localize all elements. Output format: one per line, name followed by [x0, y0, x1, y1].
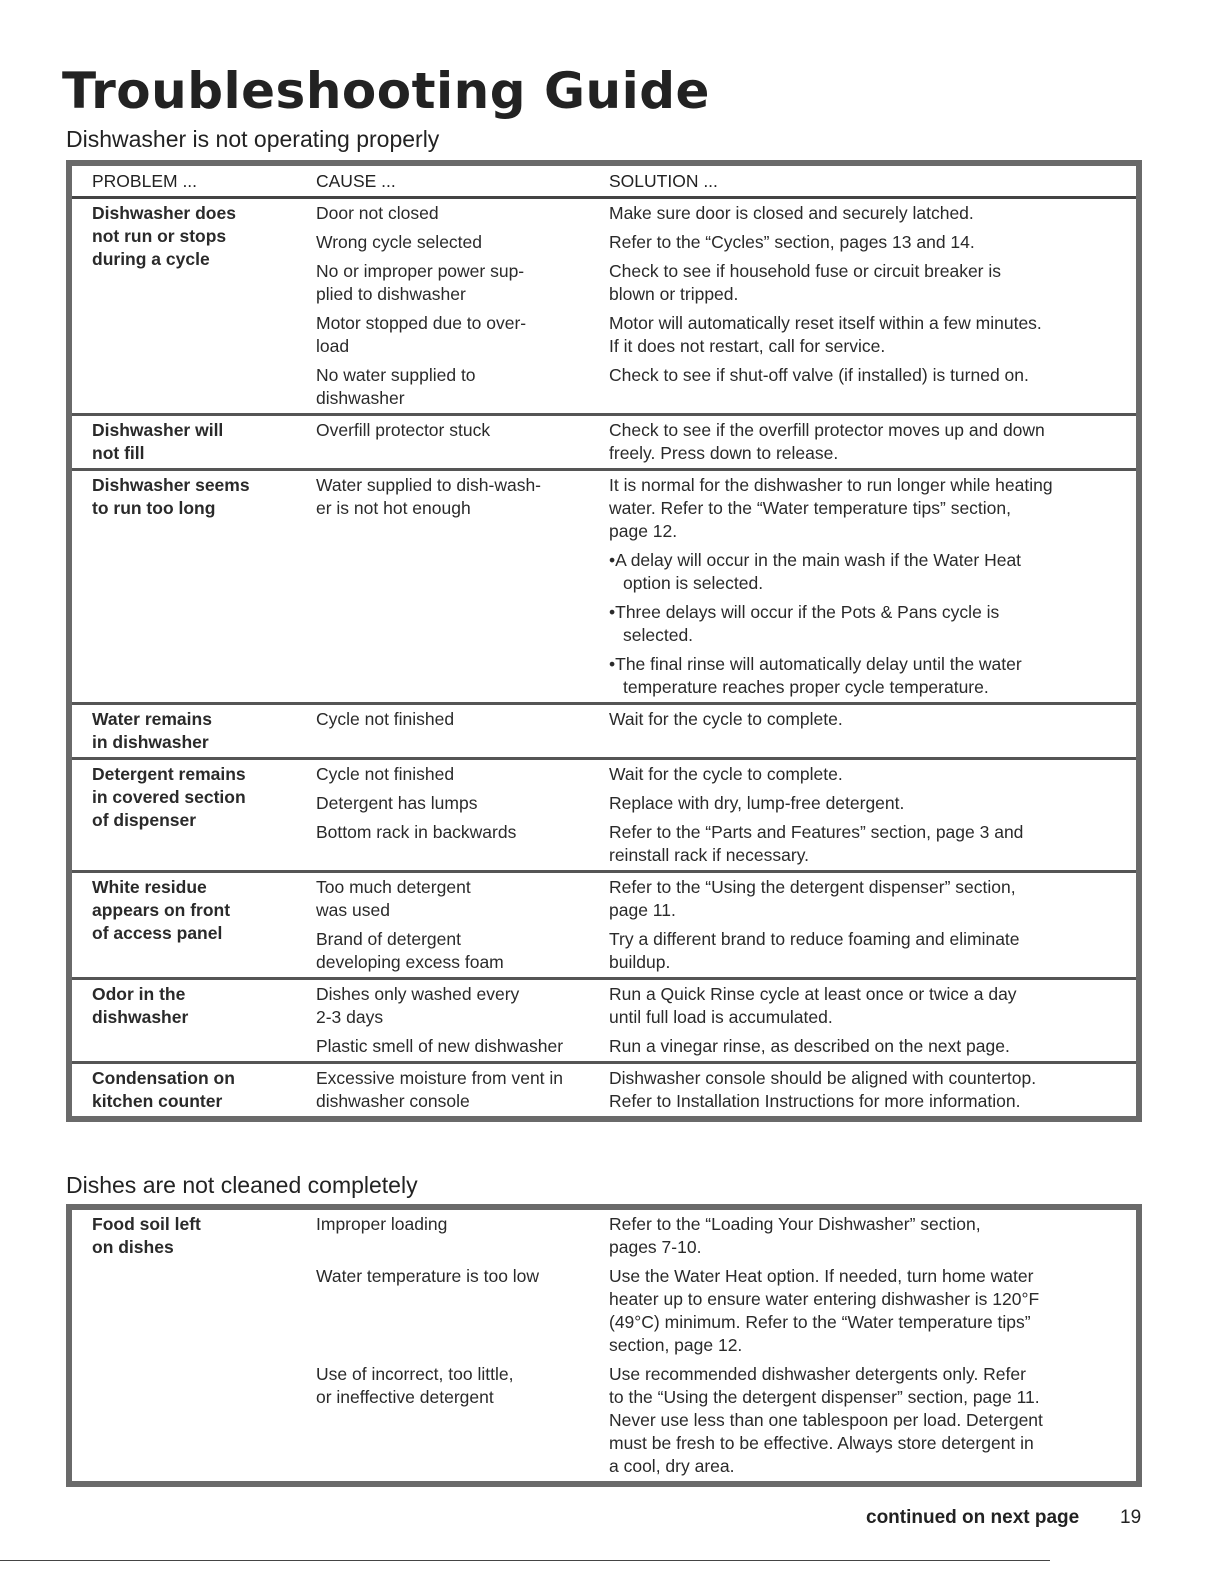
cause-cell: Wrong cycle selected [316, 232, 483, 252]
cause-solution-pair [316, 474, 1136, 699]
cause-solution-pair [316, 708, 1136, 731]
problem-cell: Water remains in dishwasher [92, 709, 212, 752]
cause-cell: Water temperature is too low [316, 1266, 540, 1286]
cause-solution-pair [316, 312, 1136, 358]
solution-paragraph: Refer to the “Cycles” section, pages 13 and 14. [609, 232, 975, 252]
cause-solution-pair [316, 231, 1136, 254]
cause-cell: Cycle not finished [316, 709, 455, 729]
cause-solution-pair [316, 260, 1136, 306]
solution-paragraph: Use recommended dishwasher detergents only. Refer to the “Using the detergent dispenser” section, page 11. Never use less than one tablespoon per load. Detergent must be fresh to be effective. Always store detergent in a cool, dry area. [609, 1364, 1043, 1476]
table-row [72, 1064, 1136, 1116]
solution-cell [609, 821, 1136, 867]
table-row [72, 471, 1136, 705]
cause-cell: Detergent has lumps [316, 793, 478, 813]
cause-solution-pair [316, 1067, 1136, 1113]
header-problem: PROBLEM ... [92, 170, 198, 191]
cause-cell: Dishes only washed every 2-3 days [316, 984, 520, 1027]
cause-solution-pair [316, 419, 1136, 465]
section-heading-cleaning: Dishes are not cleaned completely [66, 1172, 418, 1198]
solution-paragraph: Run a vinegar rinse, as described on the next page. [609, 1036, 1010, 1056]
cause-solution-group [316, 708, 1136, 754]
solution-paragraph: It is normal for the dishwasher to run longer while heating water. Refer to the “Water temperature tips” section, page 12. [609, 475, 1053, 541]
cause-cell: Cycle not finished [316, 764, 455, 784]
cause-solution-group [316, 1067, 1136, 1113]
header-solution: SOLUTION ... [609, 170, 718, 191]
solution-paragraph: Run a Quick Rinse cycle at least once or twice a day until full load is accumulated. [609, 984, 1017, 1027]
cause-cell: No or improper power sup- plied to dishwasher [316, 261, 525, 304]
solution-paragraph: Check to see if household fuse or circuit breaker is blown or tripped. [609, 261, 1001, 304]
cause-cell: Use of incorrect, too little, or ineffective detergent [316, 1364, 514, 1407]
solution-paragraph: Refer to the “Loading Your Dishwasher” section, pages 7-10. [609, 1214, 981, 1257]
page-title: Troubleshooting Guide [62, 62, 710, 120]
solution-paragraph: Wait for the cycle to complete. [609, 764, 843, 784]
table-row [72, 873, 1136, 980]
solution-cell [609, 1067, 1136, 1113]
problem-cell: Detergent remains in covered section of dispenser [92, 764, 246, 830]
cause-solution-pair [316, 983, 1136, 1029]
solution-paragraph: •Three delays will occur if the Pots & Pans cycle is selected. [609, 602, 1000, 645]
solution-paragraph: Check to see if shut-off valve (if installed) is turned on. [609, 365, 1029, 385]
solution-paragraph: Dishwasher console should be aligned with countertop. Refer to Installation Instructions for more information. [609, 1068, 1037, 1111]
table-row [72, 1210, 1136, 1481]
solution-cell [609, 260, 1136, 306]
table-body-cleaning [72, 1210, 1136, 1481]
solution-cell [609, 231, 1136, 254]
cause-solution-pair [316, 364, 1136, 410]
cause-solution-group [316, 474, 1136, 699]
cause-solution-pair [316, 1035, 1136, 1058]
cause-cell: Brand of detergent developing excess foam [316, 929, 504, 972]
cause-cell: Improper loading [316, 1214, 448, 1234]
cause-solution-pair [316, 1265, 1136, 1357]
cause-cell: Plastic smell of new dishwasher [316, 1036, 564, 1056]
cause-solution-pair [316, 1363, 1136, 1478]
cause-solution-group [316, 1213, 1136, 1478]
cause-cell: Excessive moisture from vent in dishwasher console [316, 1068, 564, 1111]
cause-cell: Motor stopped due to over- load [316, 313, 527, 356]
solution-cell [609, 312, 1136, 358]
solution-paragraph: Try a different brand to reduce foaming and eliminate buildup. [609, 929, 1020, 972]
solution-paragraph: •A delay will occur in the main wash if the Water Heat option is selected. [609, 550, 1022, 593]
solution-paragraph: Check to see if the overfill protector moves up and down freely. Press down to release. [609, 420, 1045, 463]
solution-cell [609, 474, 1136, 699]
bottom-divider [0, 1560, 1050, 1561]
table-row [72, 980, 1136, 1064]
solution-cell [609, 202, 1136, 225]
solution-paragraph: •The final rinse will automatically delay until the water temperature reaches proper cycle temperature. [609, 654, 1022, 697]
troubleshooting-table-cleaning [66, 1204, 1142, 1487]
solution-paragraph: Wait for the cycle to complete. [609, 709, 843, 729]
cause-solution-pair [316, 1213, 1136, 1259]
solution-cell [609, 928, 1136, 974]
solution-paragraph: Refer to the “Parts and Features” section, page 3 and reinstall rack if necessary. [609, 822, 1024, 865]
cause-solution-pair [316, 202, 1136, 225]
solution-paragraph: Make sure door is closed and securely latched. [609, 203, 974, 223]
cause-cell: No water supplied to dishwasher [316, 365, 476, 408]
solution-cell [609, 1213, 1136, 1259]
solution-cell [609, 1265, 1136, 1357]
cause-cell: Too much detergent was used [316, 877, 471, 920]
solution-cell [609, 364, 1136, 410]
cause-solution-group [316, 419, 1136, 465]
problem-cell: Dishwasher does not run or stops during a cycle [92, 203, 236, 269]
cause-cell: Overfill protector stuck [316, 420, 491, 440]
table-row [72, 416, 1136, 471]
problem-cell: Dishwasher will not fill [92, 420, 224, 463]
solution-paragraph: Motor will automatically reset itself within a few minutes. If it does not restart, call for service. [609, 313, 1042, 356]
solution-cell [609, 983, 1136, 1029]
cause-solution-pair [316, 763, 1136, 786]
cause-solution-group [316, 983, 1136, 1058]
section-heading-operating: Dishwasher is not operating properly [66, 126, 440, 152]
table-header [72, 166, 1136, 199]
table-row [72, 705, 1136, 760]
table-row [72, 199, 1136, 416]
cause-solution-pair [316, 876, 1136, 922]
cause-cell: Bottom rack in backwards [316, 822, 517, 842]
solution-cell [609, 708, 1136, 731]
troubleshooting-table-operating [66, 160, 1142, 1122]
problem-cell: Dishwasher seems to run too long [92, 475, 250, 518]
problem-cell: Odor in the dishwasher [92, 984, 189, 1027]
problem-cell: Food soil left on dishes [92, 1214, 201, 1257]
continued-note: continued on next page [866, 1507, 1080, 1528]
solution-paragraph: Use the Water Heat option. If needed, turn home water heater up to ensure water entering dishwasher is 120°F (49°C) minimum. Refer to the “Water temperature tips” section, page 12. [609, 1266, 1040, 1355]
solution-cell [609, 876, 1136, 922]
solution-cell [609, 792, 1136, 815]
solution-cell [609, 763, 1136, 786]
table-body-operating [72, 199, 1136, 1116]
problem-cell: Condensation on kitchen counter [92, 1068, 235, 1111]
cause-cell: Water supplied to dish-wash- er is not hot enough [316, 475, 542, 518]
solution-paragraph: Refer to the “Using the detergent dispenser” section, page 11. [609, 877, 1016, 920]
solution-cell [609, 1035, 1136, 1058]
solution-paragraph: Replace with dry, lump-free detergent. [609, 793, 905, 813]
cause-solution-group [316, 876, 1136, 974]
header-cause: CAUSE ... [316, 170, 396, 191]
solution-cell [609, 419, 1136, 465]
cause-solution-group [316, 763, 1136, 867]
cause-solution-group [316, 202, 1136, 410]
cause-solution-pair [316, 792, 1136, 815]
table-row [72, 760, 1136, 873]
cause-solution-pair [316, 821, 1136, 867]
page-number: 19 [1120, 1507, 1142, 1528]
cause-cell: Door not closed [316, 203, 439, 223]
solution-cell [609, 1363, 1136, 1478]
cause-solution-pair [316, 928, 1136, 974]
problem-cell: White residue appears on front of access panel [92, 877, 231, 943]
